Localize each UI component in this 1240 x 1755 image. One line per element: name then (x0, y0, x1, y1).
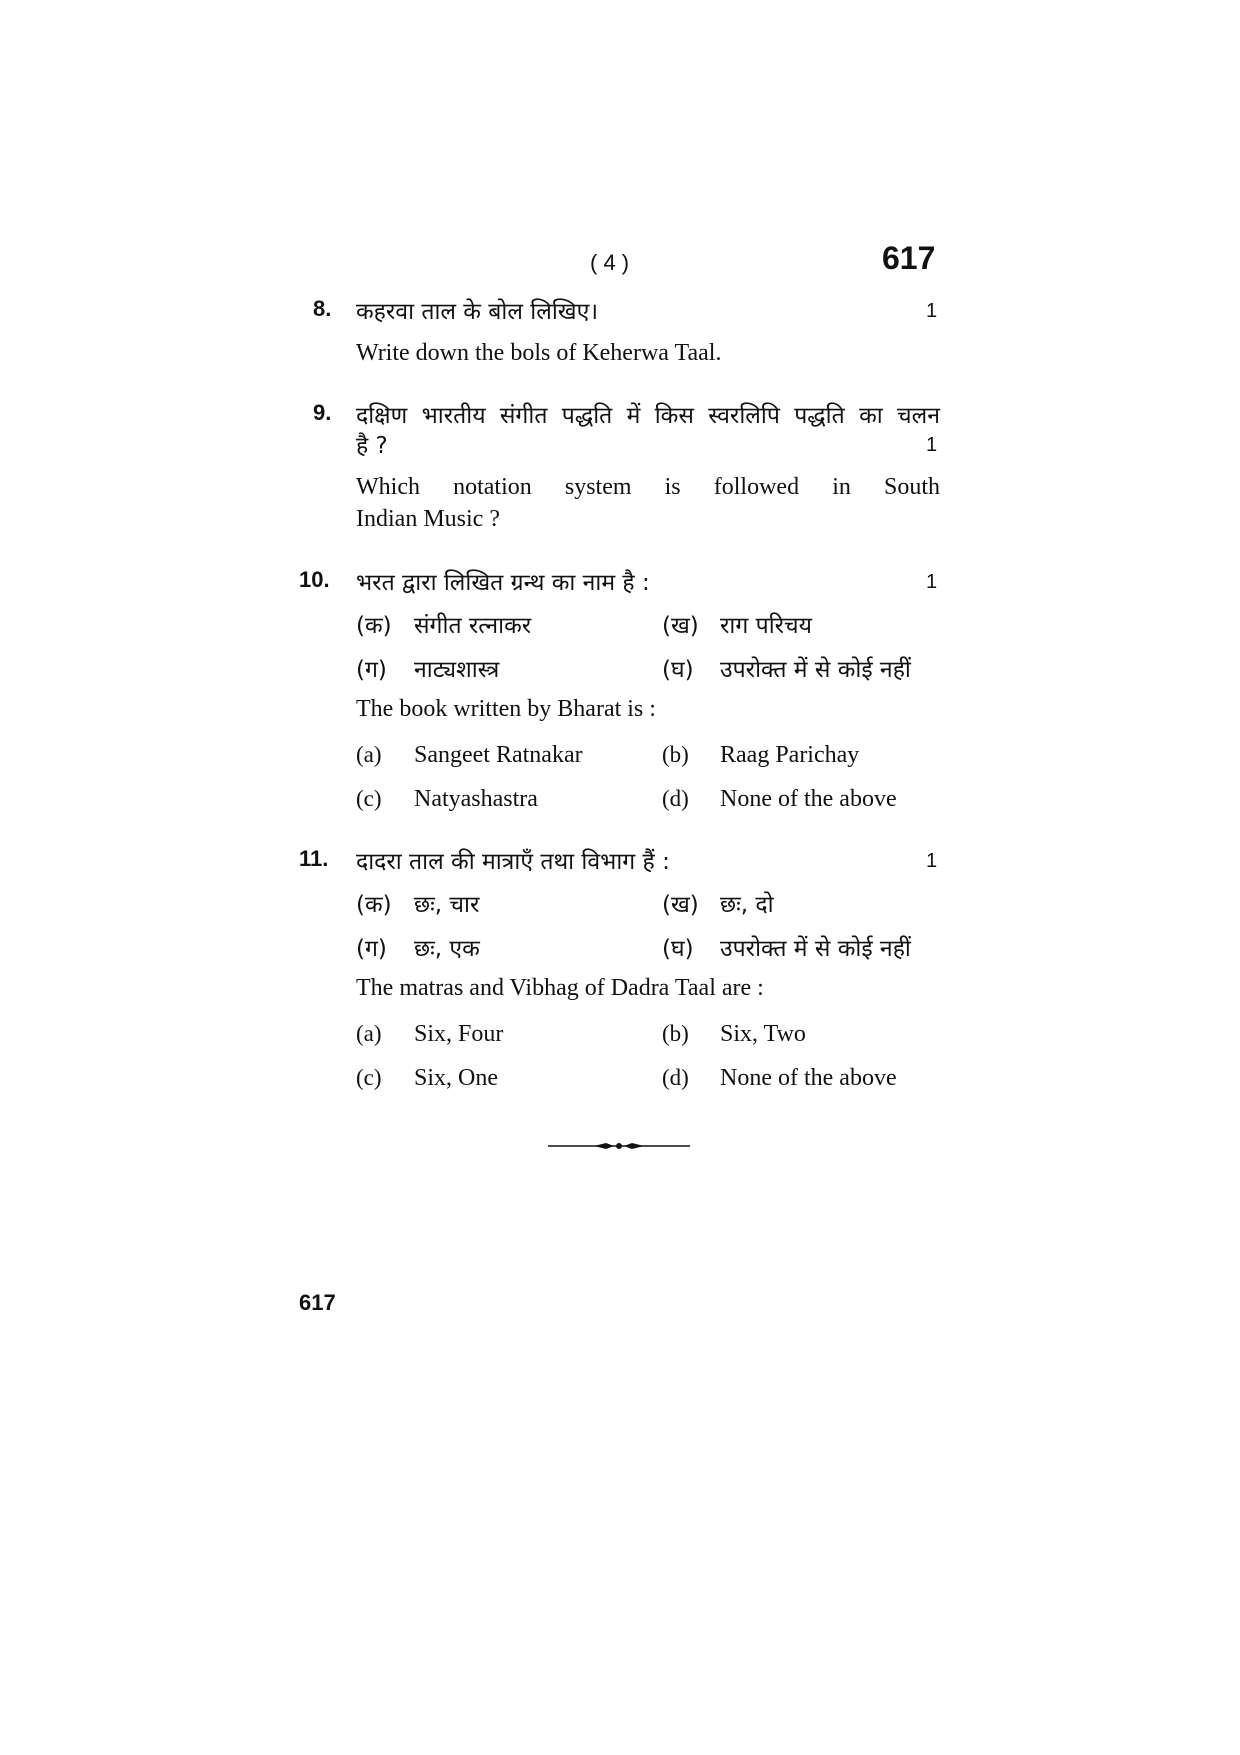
option-text: None of the above (720, 1065, 897, 1091)
question-text-english: The matras and Vibhag of Dadra Taal are : (356, 975, 764, 1001)
option-label: (ग) (356, 936, 387, 962)
question-text-hindi: भरत द्वारा लिखित ग्रन्थ का नाम है : (356, 570, 650, 596)
end-divider-ornament (548, 1140, 690, 1152)
question-marks: 1 (926, 300, 938, 322)
option-text: उपरोक्त में से कोई नहीं (720, 936, 911, 962)
question-number: 8. (313, 296, 332, 321)
option-text: None of the above (720, 786, 897, 812)
option-text: राग परिचय (720, 613, 812, 639)
option-text: छः, दो (720, 892, 774, 918)
option-text: संगीत रत्नाकर (414, 613, 532, 639)
question-text-english: The book written by Bharat is : (356, 696, 656, 722)
option-label: (a) (356, 1021, 382, 1046)
option-label: (घ) (662, 657, 694, 683)
option-text: उपरोक्त में से कोई नहीं (720, 657, 911, 683)
option-label: (b) (662, 1021, 689, 1046)
option-label: (ख) (662, 892, 699, 918)
page-number: ( 4 ) (590, 250, 630, 275)
option-label: (क) (356, 892, 392, 918)
question-marks: 1 (926, 850, 938, 872)
question-text-english: Write down the bols of Keherwa Taal. (356, 340, 722, 366)
question-text-hindi-line-1: दक्षिण भारतीय संगीत पद्धति में किस स्वरलिपि पद्धति का चलन (356, 403, 940, 429)
question-number: 9. (313, 400, 332, 425)
paper-code-header: 617 (882, 240, 936, 276)
question-text-hindi-line-2: है ? (356, 433, 388, 459)
option-label: (c) (356, 1065, 382, 1090)
option-text: Sangeet Ratnakar (414, 742, 583, 768)
option-text: छः, एक (414, 936, 480, 962)
option-label: (क) (356, 613, 392, 639)
option-label: (ख) (662, 613, 699, 639)
paper-code-footer: 617 (299, 1290, 336, 1315)
option-text: Raag Parichay (720, 742, 860, 768)
option-text: नाट्यशास्त्र (414, 657, 500, 683)
question-text-english-line-1: Which notation system is followed in South (356, 474, 940, 500)
option-label: (d) (662, 786, 689, 811)
option-text: Natyashastra (414, 786, 538, 812)
question-number: 10. (299, 567, 330, 592)
option-label: (ग) (356, 657, 387, 683)
question-marks: 1 (926, 571, 938, 593)
option-label: (घ) (662, 936, 694, 962)
option-text: छः, चार (414, 892, 480, 918)
option-label: (b) (662, 742, 689, 767)
question-text-hindi: दादरा ताल की मात्राएँ तथा विभाग हैं : (356, 849, 670, 875)
option-label: (a) (356, 742, 382, 767)
option-text: Six, Two (720, 1021, 806, 1047)
option-text: Six, One (414, 1065, 498, 1091)
question-text-english-line-2: Indian Music ? (356, 506, 500, 532)
question-marks: 1 (926, 434, 938, 456)
question-text-hindi: कहरवा ताल के बोल लिखिए। (356, 299, 599, 325)
option-label: (d) (662, 1065, 689, 1090)
option-label: (c) (356, 786, 382, 811)
option-text: Six, Four (414, 1021, 504, 1047)
question-number: 11. (299, 846, 329, 871)
